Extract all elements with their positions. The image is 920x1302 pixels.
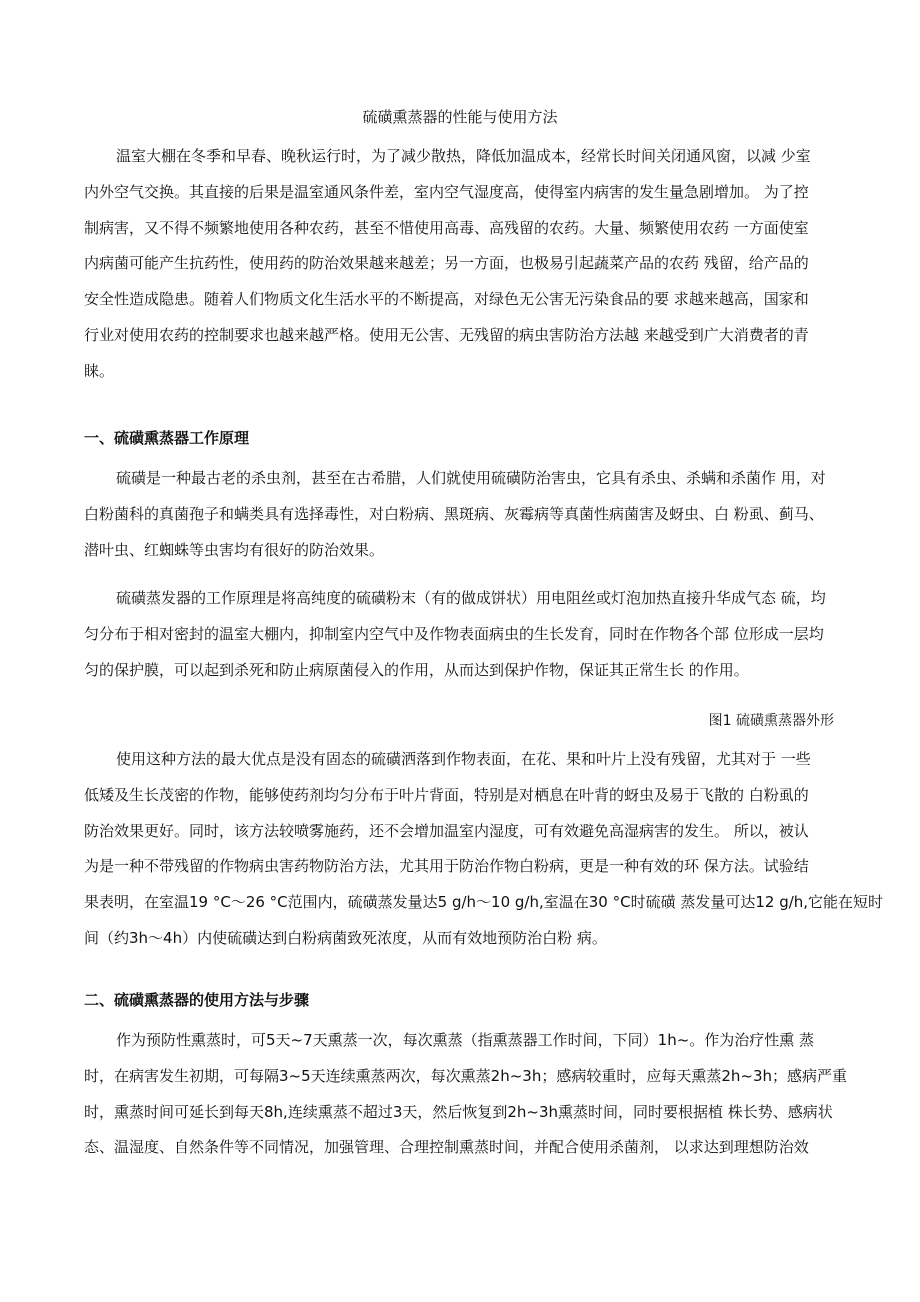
section1-paragraph-3 xyxy=(84,742,884,957)
paragraph-line: 为是一种不带残留的作物病虫害药物防治方法，尤其用于防治作物白粉病，更是一种有效的环 保方法。试验结 xyxy=(84,857,809,876)
paragraph-line: 潜叶虫、红蜘蛛等虫害均有很好的防治效果。 xyxy=(84,540,385,559)
paragraph-line: 作为预防性熏蒸时，可5天~7天熏蒸一次，每次熏蒸（指熏蒸器工作时间，下同）1h~。作为治疗性熏 蒸 xyxy=(116,1031,815,1049)
paragraph-line: 温室大棚在冬季和早春、晚秋运行时，为了减少散热，降低加温成本，经常长时间关闭通风窗，以减 少室 xyxy=(116,147,811,165)
intro-paragraph xyxy=(84,139,854,390)
section1-paragraph-2 xyxy=(84,581,854,688)
figure-caption: 图1 硫磺熏蒸器外形 xyxy=(708,713,834,729)
document-title: 硫磺熏蒸器的性能与使用方法 xyxy=(362,108,558,126)
paragraph-line: 硫磺蒸发器的工作原理是将高纯度的硫磺粉末（有的做成饼状）用电阻丝或灯泡加热直接升华成气态 硫，均 xyxy=(116,589,826,607)
paragraph-line: 白粉菌科的真菌孢子和螨类具有选择毒性，对白粉病、黑斑病、灰霉病等真菌性病菌害及蚜虫、白 粉虱、蓟马、 xyxy=(84,504,824,523)
paragraph-line: 使用这种方法的最大优点是没有固态的硫磺洒落到作物表面，在花、果和叶片上没有残留，尤其对于 一些 xyxy=(116,750,811,768)
paragraph-line: 安全性造成隐患。随着人们物质文化生活水平的不断提高，对绿色无公害无污染食品的要 求越来越高，国家和 xyxy=(84,290,809,309)
section-heading-2: 二、硫磺熏蒸器的使用方法与步骤 xyxy=(84,991,310,1009)
paragraph-line: 匀的保护膜，可以起到杀死和防止病原菌侵入的作用，从而达到保护作物，保证其正常生长 的作用。 xyxy=(84,660,749,679)
paragraph-line: 态、温湿度、自然条件等不同情况，加强管理、合理控制熏蒸时间，并配合使用杀菌剂， 以求达到理想防治效 xyxy=(84,1138,809,1157)
paragraph-line: 低矮及生长茂密的作物，能够使药剂均匀分布于叶片背面，特别是对栖息在叶背的蚜虫及易于飞散的 白粉虱的 xyxy=(84,785,809,804)
section1-paragraph-1 xyxy=(84,461,854,568)
paragraph-line: 果表明，在室温19 °C〜26 °C范围内，硫磺蒸发量达5 g/h〜10 g/h,室温在30 °C时硫磺 蒸发量可达12 g/h,它能在短时 xyxy=(84,893,884,912)
paragraph-line: 内病菌可能产生抗药性，使用药的防治效果越来越差；另一方面，也极易引起蔬菜产品的农药 残留，给产品的 xyxy=(84,254,809,273)
paragraph-line: 内外空气交换。其直接的后果是温室通风条件差，室内空气湿度高，使得室内病害的发生量急剧增加。 为了控 xyxy=(84,182,809,201)
paragraph-line: 时，熏蒸时间可延长到每天8h,连续熏蒸不超过3天，然后恢复到2h~3h熏蒸时间，同时要根据植 株长势、感病状 xyxy=(84,1102,833,1121)
paragraph-line: 防治效果更好。同时，该方法较喷雾施药，还不会增加温室内湿度，可有效避免高湿病害的发生。 所以，被认 xyxy=(84,821,809,840)
paragraph-line: 睐。 xyxy=(84,361,115,380)
paragraph-line: 时，在病害发生初期，可每隔3~5天连续熏蒸两次，每次熏蒸2h~3h；感病较重时，应每天熏蒸2h~3h；感病严重 xyxy=(84,1066,847,1085)
paragraph-line: 制病害，又不得不频繁地使用各种农药，甚至不惜使用高毒、高残留的农药。大量、频繁使用农药 一方面使室 xyxy=(84,218,809,237)
section2-paragraph-1 xyxy=(84,1023,854,1166)
paragraph-line: 匀分布于相对密封的温室大棚内，抑制室内空气中及作物表面病虫的生长发育，同时在作物各个部 位形成一层均 xyxy=(84,624,824,643)
paragraph-line: 行业对使用农药的控制要求也越来越严格。使用无公害、无残留的病虫害防治方法越 来越受到广大消费者的青 xyxy=(84,325,809,344)
section-heading-1: 一、硫磺熏蒸器工作原理 xyxy=(84,429,250,447)
paragraph-line: 硫磺是一种最古老的杀虫剂，甚至在古希腊，人们就使用硫磺防治害虫，它具有杀虫、杀螨和杀菌作 用，对 xyxy=(116,469,826,487)
paragraph-line: 间（约3h〜4h）内使硫磺达到白粉病菌致死浓度，从而有效地预防治白粉 病。 xyxy=(84,928,607,947)
